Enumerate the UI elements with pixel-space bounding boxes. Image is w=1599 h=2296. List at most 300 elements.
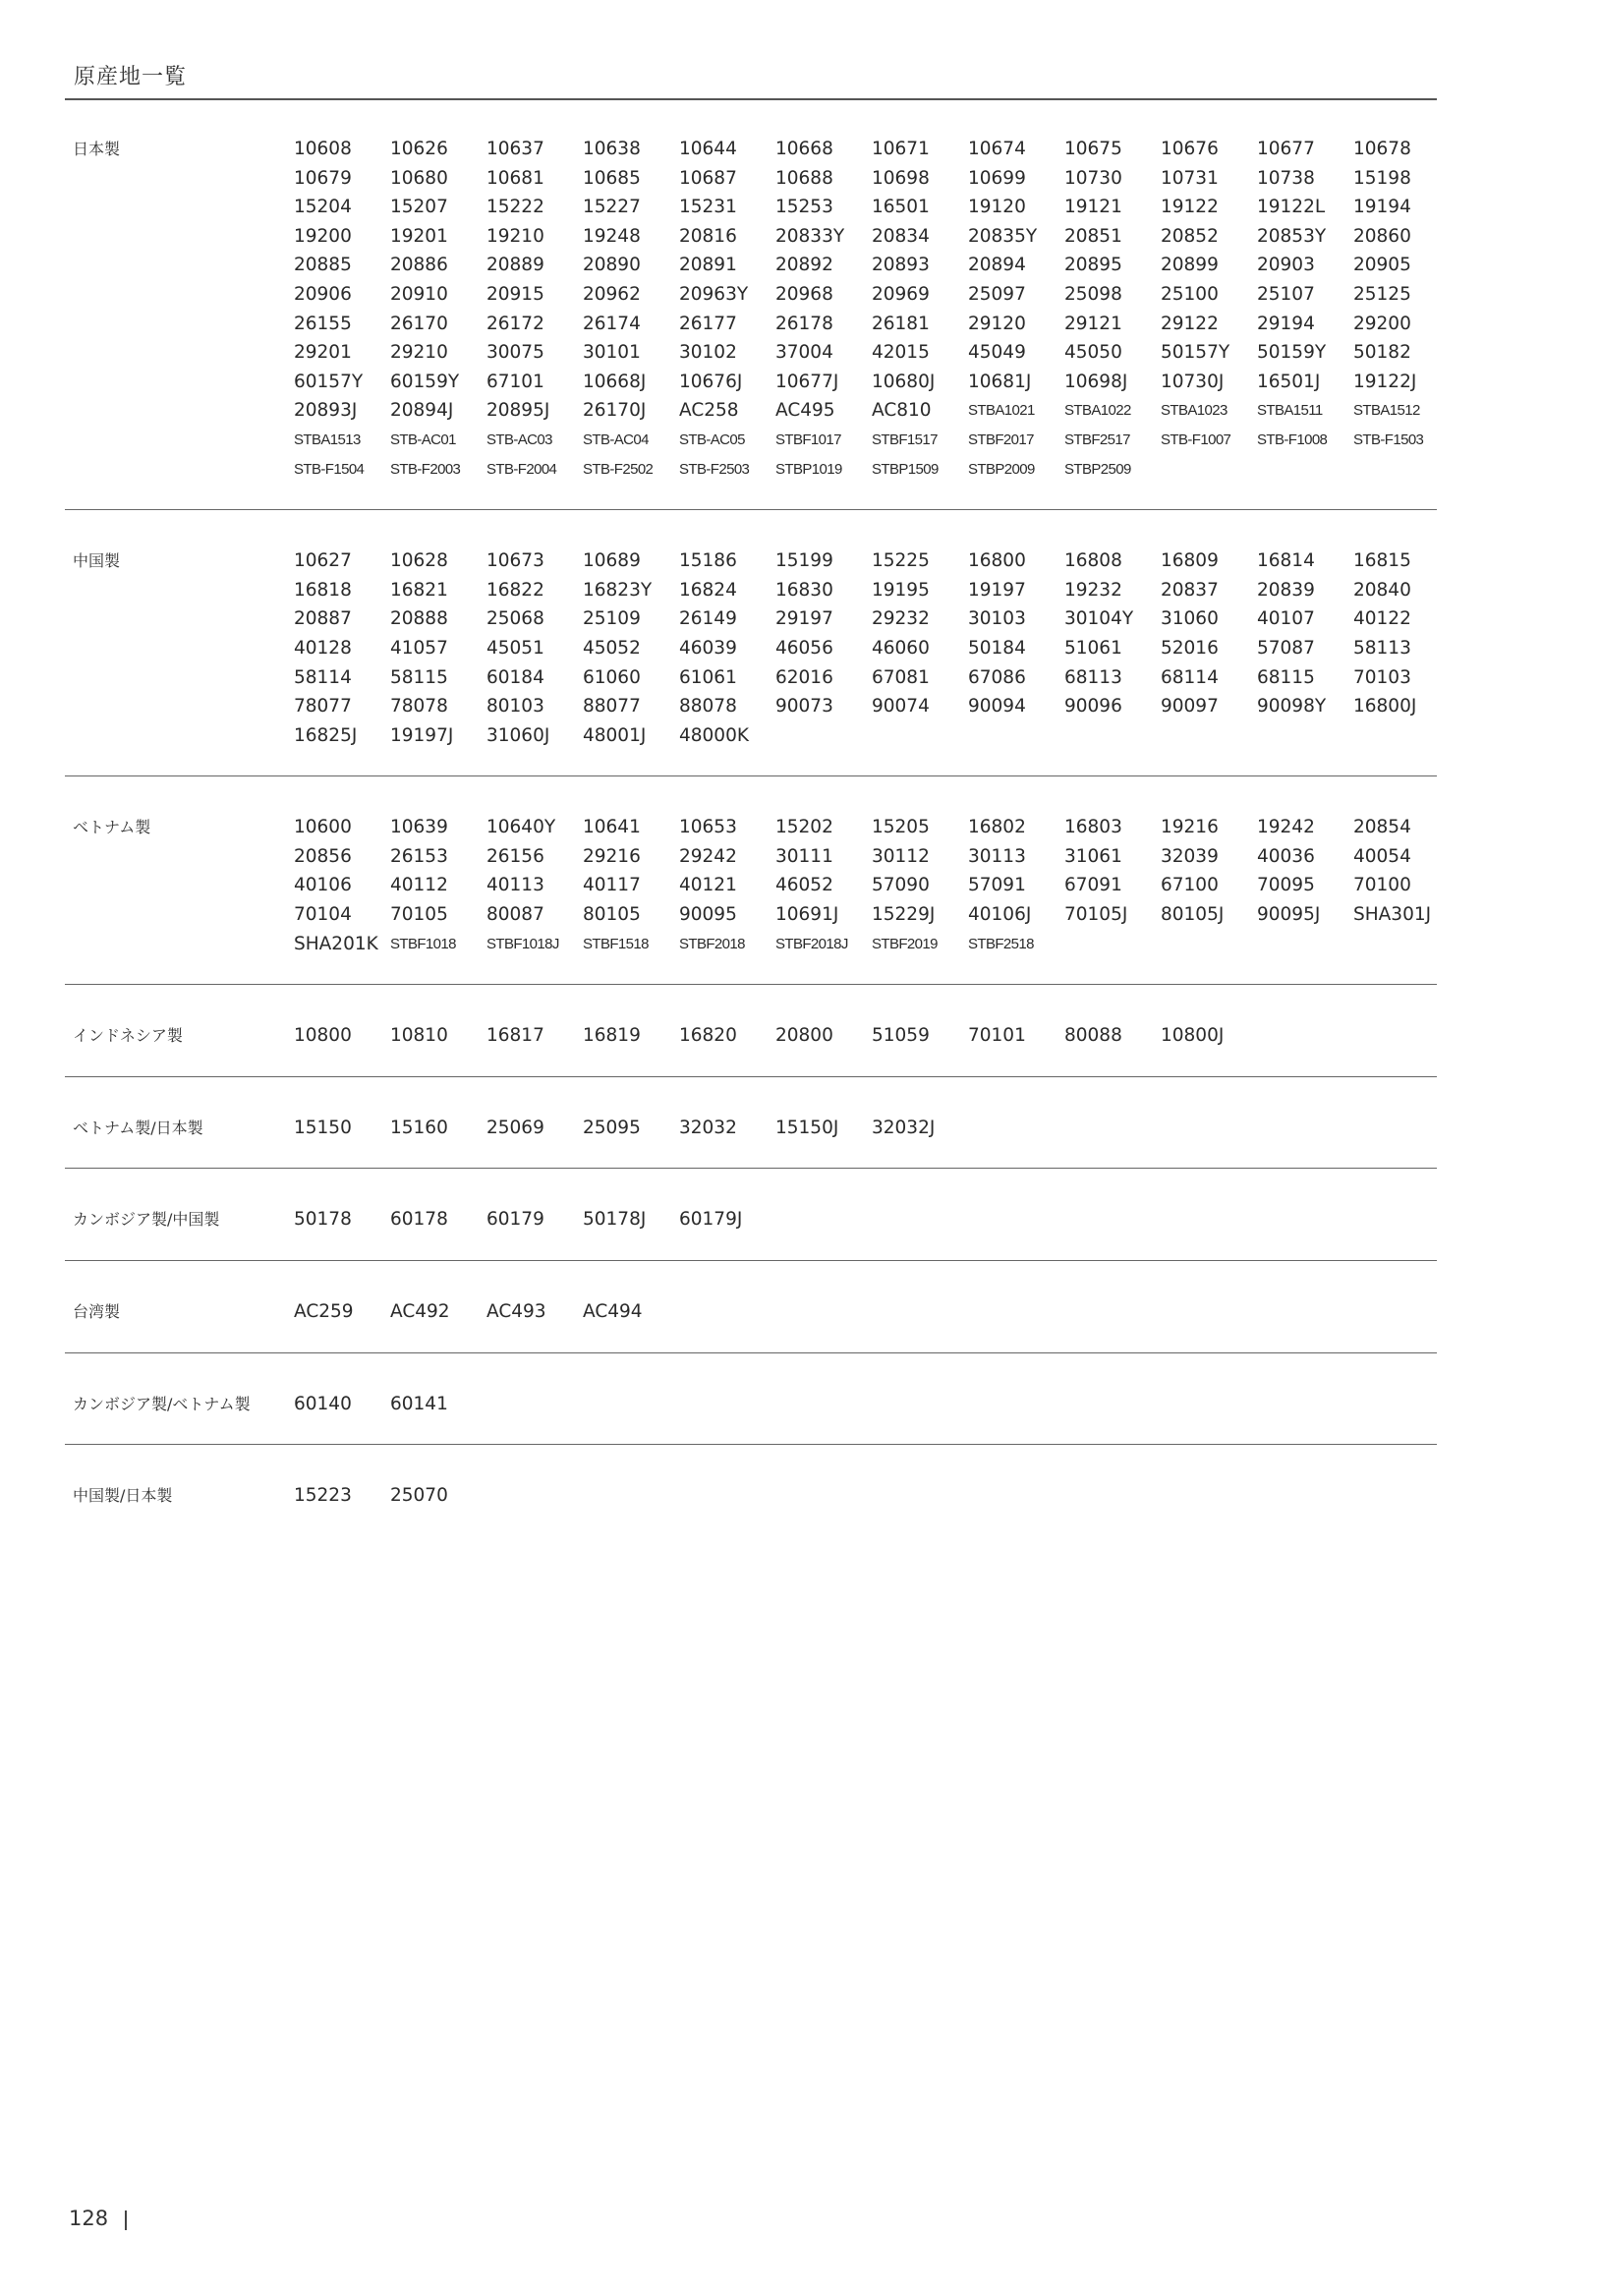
- product-code: 10730: [1064, 167, 1122, 189]
- product-code: STBA1022: [1064, 402, 1131, 420]
- product-code: 10680J: [872, 371, 936, 392]
- product-code: 15231: [679, 197, 737, 218]
- product-code: 25109: [583, 608, 641, 630]
- product-code: 15150: [294, 1117, 352, 1138]
- product-code: 67091: [1064, 875, 1122, 896]
- product-code: 68114: [1161, 666, 1219, 688]
- product-code: 20837: [1161, 579, 1219, 601]
- product-code: 40113: [486, 875, 544, 896]
- footer-divider: [125, 2210, 127, 2230]
- origin-section: [65, 985, 1437, 1077]
- product-code: 15225: [872, 550, 930, 572]
- product-code: 10688: [775, 167, 833, 189]
- product-code: 30103: [968, 608, 1026, 630]
- product-code: 40112: [390, 875, 448, 896]
- product-code: 32032: [679, 1117, 737, 1138]
- product-code: 10675: [1064, 139, 1122, 159]
- product-code: 20888: [390, 608, 448, 630]
- product-code: 29201: [294, 342, 352, 364]
- product-code: 10698: [872, 167, 930, 189]
- product-code: 26178: [775, 313, 833, 334]
- origin-list: [65, 98, 1437, 1536]
- product-code: 60179J: [679, 1209, 743, 1231]
- product-code: 29242: [679, 845, 737, 867]
- product-code: 20886: [390, 255, 448, 276]
- product-code: 40122: [1353, 608, 1411, 630]
- product-code: 10644: [679, 139, 737, 159]
- product-code: STB-AC01: [390, 430, 456, 448]
- product-code: 62016: [775, 666, 833, 688]
- product-code: 45052: [583, 637, 641, 659]
- product-code: STBA1511: [1257, 402, 1323, 420]
- product-code: 10628: [390, 550, 448, 572]
- product-code: 20852: [1161, 225, 1219, 247]
- product-code: 88077: [583, 696, 641, 718]
- product-code: 50157Y: [1161, 342, 1230, 364]
- product-code: 50178: [294, 1209, 352, 1231]
- product-code: AC492: [390, 1301, 450, 1323]
- product-code: 20894: [968, 255, 1026, 276]
- product-code: 19201: [390, 225, 448, 247]
- product-code: 10810: [390, 1025, 448, 1047]
- product-code: 58115: [390, 666, 448, 688]
- product-code: 41057: [390, 637, 448, 659]
- product-code: 15199: [775, 550, 833, 572]
- product-code: 26156: [486, 845, 544, 867]
- product-code: 10691J: [775, 904, 839, 926]
- product-code: 50178J: [583, 1209, 647, 1231]
- product-code: STB-F2004: [486, 460, 557, 478]
- product-code: 26177: [679, 313, 737, 334]
- product-code: 10677J: [775, 371, 839, 392]
- product-code: 16823Y: [583, 579, 653, 601]
- product-code: STB-F1503: [1353, 430, 1424, 448]
- product-code: STB-F2503: [679, 460, 750, 478]
- product-code: 25100: [1161, 283, 1219, 305]
- product-code: STBA1021: [968, 402, 1035, 420]
- product-code: 67101: [486, 371, 544, 392]
- product-code: 90096: [1064, 696, 1122, 718]
- product-code: 30102: [679, 342, 737, 364]
- product-code: 10639: [390, 817, 448, 838]
- product-code: 15229J: [872, 904, 936, 926]
- page-number: 128: [69, 2207, 109, 2230]
- product-code: STBF1017: [775, 430, 841, 448]
- product-code: 25097: [968, 283, 1026, 305]
- code-grid: [294, 1481, 1437, 1511]
- origin-label: 中国製: [73, 551, 121, 571]
- product-code: AC495: [775, 400, 835, 422]
- product-code: 20910: [390, 283, 448, 305]
- origin-section: [65, 1445, 1437, 1536]
- product-code: 19121: [1064, 197, 1122, 218]
- product-code: 16815: [1353, 550, 1411, 572]
- product-code: 15202: [775, 817, 833, 838]
- product-code: 40106: [294, 875, 352, 896]
- product-code: 10627: [294, 550, 352, 572]
- product-code: 20835Y: [968, 225, 1038, 247]
- product-code: 10678: [1353, 139, 1411, 159]
- product-code: 60157Y: [294, 371, 364, 392]
- product-code: 10637: [486, 139, 544, 159]
- product-code: 20903: [1257, 255, 1315, 276]
- product-code: STBP1019: [775, 460, 842, 478]
- product-code: 16819: [583, 1025, 641, 1047]
- product-code: 20854: [1353, 817, 1411, 838]
- product-code: 20969: [872, 283, 930, 305]
- product-code: 45049: [968, 342, 1026, 364]
- product-code: 20816: [679, 225, 737, 247]
- product-code: 16800J: [1353, 696, 1417, 718]
- product-code: 10677: [1257, 139, 1315, 159]
- product-code: 80087: [486, 904, 544, 926]
- product-code: 20915: [486, 283, 544, 305]
- product-code: 20833Y: [775, 225, 845, 247]
- product-code: STBF1018: [390, 935, 456, 952]
- product-code: 16809: [1161, 550, 1219, 572]
- product-code: 60159Y: [390, 371, 460, 392]
- product-code: 30104Y: [1064, 608, 1134, 630]
- product-code: 20893: [872, 255, 930, 276]
- product-code: 90097: [1161, 696, 1219, 718]
- product-code: 80105J: [1161, 904, 1225, 926]
- code-grid: [294, 546, 1437, 750]
- product-code: 29121: [1064, 313, 1122, 334]
- product-code: 51061: [1064, 637, 1122, 659]
- product-code: 80103: [486, 696, 544, 718]
- product-code: 16825J: [294, 724, 358, 746]
- product-code: STB-AC03: [486, 430, 552, 448]
- origin-section: [65, 776, 1437, 985]
- product-code: 10668: [775, 139, 833, 159]
- origin-section: [65, 1353, 1437, 1446]
- product-code: 15222: [486, 197, 544, 218]
- product-code: 10685: [583, 167, 641, 189]
- product-code: 20963Y: [679, 283, 749, 305]
- product-code: STBF2019: [872, 935, 938, 952]
- product-code: 16800: [968, 550, 1026, 572]
- origin-label: カンボジア製/ベトナム製: [73, 1394, 251, 1413]
- product-code: 30112: [872, 845, 930, 867]
- product-code: STB-F1504: [294, 460, 365, 478]
- product-code: 16803: [1064, 817, 1122, 838]
- origin-label: 中国製/日本製: [73, 1486, 173, 1506]
- product-code: 10676: [1161, 139, 1219, 159]
- product-code: 90074: [872, 696, 930, 718]
- product-code: 31061: [1064, 845, 1122, 867]
- product-code: 26170J: [583, 400, 647, 422]
- product-code: STBF2018: [679, 935, 745, 952]
- product-code: 19122L: [1257, 197, 1326, 218]
- product-code: 10626: [390, 139, 448, 159]
- product-code: 19195: [872, 579, 930, 601]
- product-code: 58113: [1353, 637, 1411, 659]
- product-code: 50159Y: [1257, 342, 1327, 364]
- product-code: 40054: [1353, 845, 1411, 867]
- product-code: 68113: [1064, 666, 1122, 688]
- code-grid: [294, 1390, 1437, 1419]
- product-code: 57090: [872, 875, 930, 896]
- product-code: STB-F2502: [583, 460, 654, 478]
- product-code: 48001J: [583, 724, 647, 746]
- product-code: 32032J: [872, 1117, 936, 1138]
- product-code: 57087: [1257, 637, 1315, 659]
- product-code: 19200: [294, 225, 352, 247]
- product-code: 90095J: [1257, 904, 1321, 926]
- product-code: 48000K: [679, 724, 749, 746]
- product-code: 10640Y: [486, 817, 556, 838]
- product-code: 29210: [390, 342, 448, 364]
- product-code: 20892: [775, 255, 833, 276]
- product-code: 29194: [1257, 313, 1315, 334]
- product-code: 57091: [968, 875, 1026, 896]
- product-code: STBF1517: [872, 430, 938, 448]
- product-code: 16802: [968, 817, 1026, 838]
- product-code: STBF1018J: [486, 935, 559, 952]
- product-code: 51059: [872, 1025, 930, 1047]
- product-code: 15198: [1353, 167, 1411, 189]
- product-code: 19122J: [1353, 371, 1417, 392]
- product-code: AC810: [872, 400, 932, 422]
- product-code: 16817: [486, 1025, 544, 1047]
- product-code: 40036: [1257, 845, 1315, 867]
- product-code: 16824: [679, 579, 737, 601]
- product-code: 31060: [1161, 608, 1219, 630]
- product-code: 15204: [294, 197, 352, 218]
- product-code: 10738: [1257, 167, 1315, 189]
- product-code: 20800: [775, 1025, 833, 1047]
- product-code: 10800: [294, 1025, 352, 1047]
- origin-section: [65, 98, 1437, 510]
- product-code: 67081: [872, 666, 930, 688]
- product-code: 19197: [968, 579, 1026, 601]
- product-code: 15186: [679, 550, 737, 572]
- product-code: 70104: [294, 904, 352, 926]
- product-code: STBF2018J: [775, 935, 848, 952]
- product-code: 26149: [679, 608, 737, 630]
- product-code: 29120: [968, 313, 1026, 334]
- product-code: 10689: [583, 550, 641, 572]
- product-code: 16501: [872, 197, 930, 218]
- product-code: 90073: [775, 696, 833, 718]
- page-title: 原産地一覧: [74, 65, 188, 89]
- product-code: 20851: [1064, 225, 1122, 247]
- product-code: 16830: [775, 579, 833, 601]
- product-code: 25068: [486, 608, 544, 630]
- product-code: STBF2517: [1064, 430, 1130, 448]
- product-code: 10668J: [583, 371, 647, 392]
- product-code: 20839: [1257, 579, 1315, 601]
- product-code: 10653: [679, 817, 737, 838]
- product-code: 19210: [486, 225, 544, 247]
- product-code: STBP1509: [872, 460, 939, 478]
- product-code: 15223: [294, 1485, 352, 1507]
- product-code: 10671: [872, 139, 930, 159]
- product-code: 20893J: [294, 400, 358, 422]
- product-code: 10638: [583, 139, 641, 159]
- product-code: 20895J: [486, 400, 550, 422]
- product-code: AC258: [679, 400, 739, 422]
- product-code: 20853Y: [1257, 225, 1327, 247]
- product-code: 15160: [390, 1117, 448, 1138]
- product-code: 67086: [968, 666, 1026, 688]
- product-code: 10679: [294, 167, 352, 189]
- product-code: 20905: [1353, 255, 1411, 276]
- origin-label: ベトナム製: [73, 818, 151, 837]
- product-code: 46056: [775, 637, 833, 659]
- product-code: 45050: [1064, 342, 1122, 364]
- product-code: 29216: [583, 845, 641, 867]
- product-code: 20899: [1161, 255, 1219, 276]
- product-code: STBA1023: [1161, 402, 1228, 420]
- product-code: 16501J: [1257, 371, 1321, 392]
- product-code: 30101: [583, 342, 641, 364]
- product-code: 90094: [968, 696, 1026, 718]
- product-code: 20885: [294, 255, 352, 276]
- product-code: STB-F1008: [1257, 430, 1328, 448]
- product-code: 78077: [294, 696, 352, 718]
- product-code: 26170: [390, 313, 448, 334]
- product-code: 61061: [679, 666, 737, 688]
- product-code: 19197J: [390, 724, 454, 746]
- origin-label: インドネシア製: [73, 1026, 183, 1046]
- product-code: 20889: [486, 255, 544, 276]
- product-code: 19248: [583, 225, 641, 247]
- product-code: 20834: [872, 225, 930, 247]
- product-code: 31060J: [486, 724, 550, 746]
- code-grid: [294, 1114, 1437, 1143]
- product-code: 70095: [1257, 875, 1315, 896]
- product-code: 10673: [486, 550, 544, 572]
- product-code: 52016: [1161, 637, 1219, 659]
- product-code: AC259: [294, 1301, 354, 1323]
- product-code: 90095: [679, 904, 737, 926]
- product-code: 26172: [486, 313, 544, 334]
- product-code: 29232: [872, 608, 930, 630]
- origin-section: [65, 510, 1437, 776]
- product-code: 15207: [390, 197, 448, 218]
- product-code: 78078: [390, 696, 448, 718]
- product-code: 25069: [486, 1117, 544, 1138]
- product-code: 40107: [1257, 608, 1315, 630]
- product-code: 15205: [872, 817, 930, 838]
- code-grid: [294, 1205, 1437, 1234]
- product-code: 26155: [294, 313, 352, 334]
- product-code: 60140: [294, 1393, 352, 1414]
- product-code: 25098: [1064, 283, 1122, 305]
- product-code: 68115: [1257, 666, 1315, 688]
- product-code: 26181: [872, 313, 930, 334]
- product-code: 10731: [1161, 167, 1219, 189]
- product-code: 29197: [775, 608, 833, 630]
- product-code: AC493: [486, 1301, 546, 1323]
- product-code: 60184: [486, 666, 544, 688]
- origin-label: カンボジア製/中国製: [73, 1210, 220, 1230]
- product-code: STB-AC04: [583, 430, 649, 448]
- origin-label: 日本製: [73, 140, 121, 158]
- product-code: 10687: [679, 167, 737, 189]
- product-code: 37004: [775, 342, 833, 364]
- product-code: 15227: [583, 197, 641, 218]
- product-code: 10674: [968, 139, 1026, 159]
- product-code: 25095: [583, 1117, 641, 1138]
- product-code: 40106J: [968, 904, 1032, 926]
- origin-section: [65, 1077, 1437, 1170]
- product-code: 25107: [1257, 283, 1315, 305]
- product-code: 46039: [679, 637, 737, 659]
- product-code: 25070: [390, 1485, 448, 1507]
- product-code: 30113: [968, 845, 1026, 867]
- product-code: 32039: [1161, 845, 1219, 867]
- product-code: 40128: [294, 637, 352, 659]
- product-code: 46052: [775, 875, 833, 896]
- product-code: 45051: [486, 637, 544, 659]
- product-code: 10681J: [968, 371, 1032, 392]
- product-code: 58114: [294, 666, 352, 688]
- product-code: STBA1512: [1353, 402, 1420, 420]
- product-code: 16808: [1064, 550, 1122, 572]
- product-code: 50182: [1353, 342, 1411, 364]
- product-code: STB-F1007: [1161, 430, 1231, 448]
- product-code: 20840: [1353, 579, 1411, 601]
- product-code: 16818: [294, 579, 352, 601]
- product-code: 90098Y: [1257, 696, 1327, 718]
- product-code: 20906: [294, 283, 352, 305]
- product-code: 19242: [1257, 817, 1315, 838]
- code-grid: [294, 1021, 1437, 1051]
- product-code: 80105: [583, 904, 641, 926]
- product-code: STB-AC05: [679, 430, 745, 448]
- product-code: AC494: [583, 1301, 643, 1323]
- product-code: 10800J: [1161, 1025, 1225, 1047]
- product-code: 60141: [390, 1393, 448, 1414]
- code-grid: [294, 813, 1437, 958]
- product-code: 10608: [294, 139, 352, 159]
- product-code: 16821: [390, 579, 448, 601]
- origin-section: [65, 1261, 1437, 1353]
- origin-label: ベトナム製/日本製: [73, 1118, 203, 1137]
- product-code: STBP2009: [968, 460, 1035, 478]
- product-code: 40121: [679, 875, 737, 896]
- product-code: 20894J: [390, 400, 454, 422]
- product-code: STB-F2003: [390, 460, 461, 478]
- product-code: 80088: [1064, 1025, 1122, 1047]
- product-code: 67100: [1161, 875, 1219, 896]
- product-code: 20890: [583, 255, 641, 276]
- product-code: 70105: [390, 904, 448, 926]
- product-code: 10680: [390, 167, 448, 189]
- product-code: 15253: [775, 197, 833, 218]
- code-grid: [294, 1297, 1437, 1327]
- product-code: STBF2017: [968, 430, 1034, 448]
- product-code: 20887: [294, 608, 352, 630]
- product-code: 10600: [294, 817, 352, 838]
- product-code: 19120: [968, 197, 1026, 218]
- product-code: 20962: [583, 283, 641, 305]
- product-code: 46060: [872, 637, 930, 659]
- code-grid: [294, 135, 1437, 484]
- product-code: 20860: [1353, 225, 1411, 247]
- product-code: 29122: [1161, 313, 1219, 334]
- product-code: SHA301J: [1353, 904, 1432, 926]
- product-code: 88078: [679, 696, 737, 718]
- product-code: 50184: [968, 637, 1026, 659]
- product-code: 30111: [775, 845, 833, 867]
- product-code: 70101: [968, 1025, 1026, 1047]
- product-code: 19122: [1161, 197, 1219, 218]
- product-code: 19232: [1064, 579, 1122, 601]
- product-code: 19194: [1353, 197, 1411, 218]
